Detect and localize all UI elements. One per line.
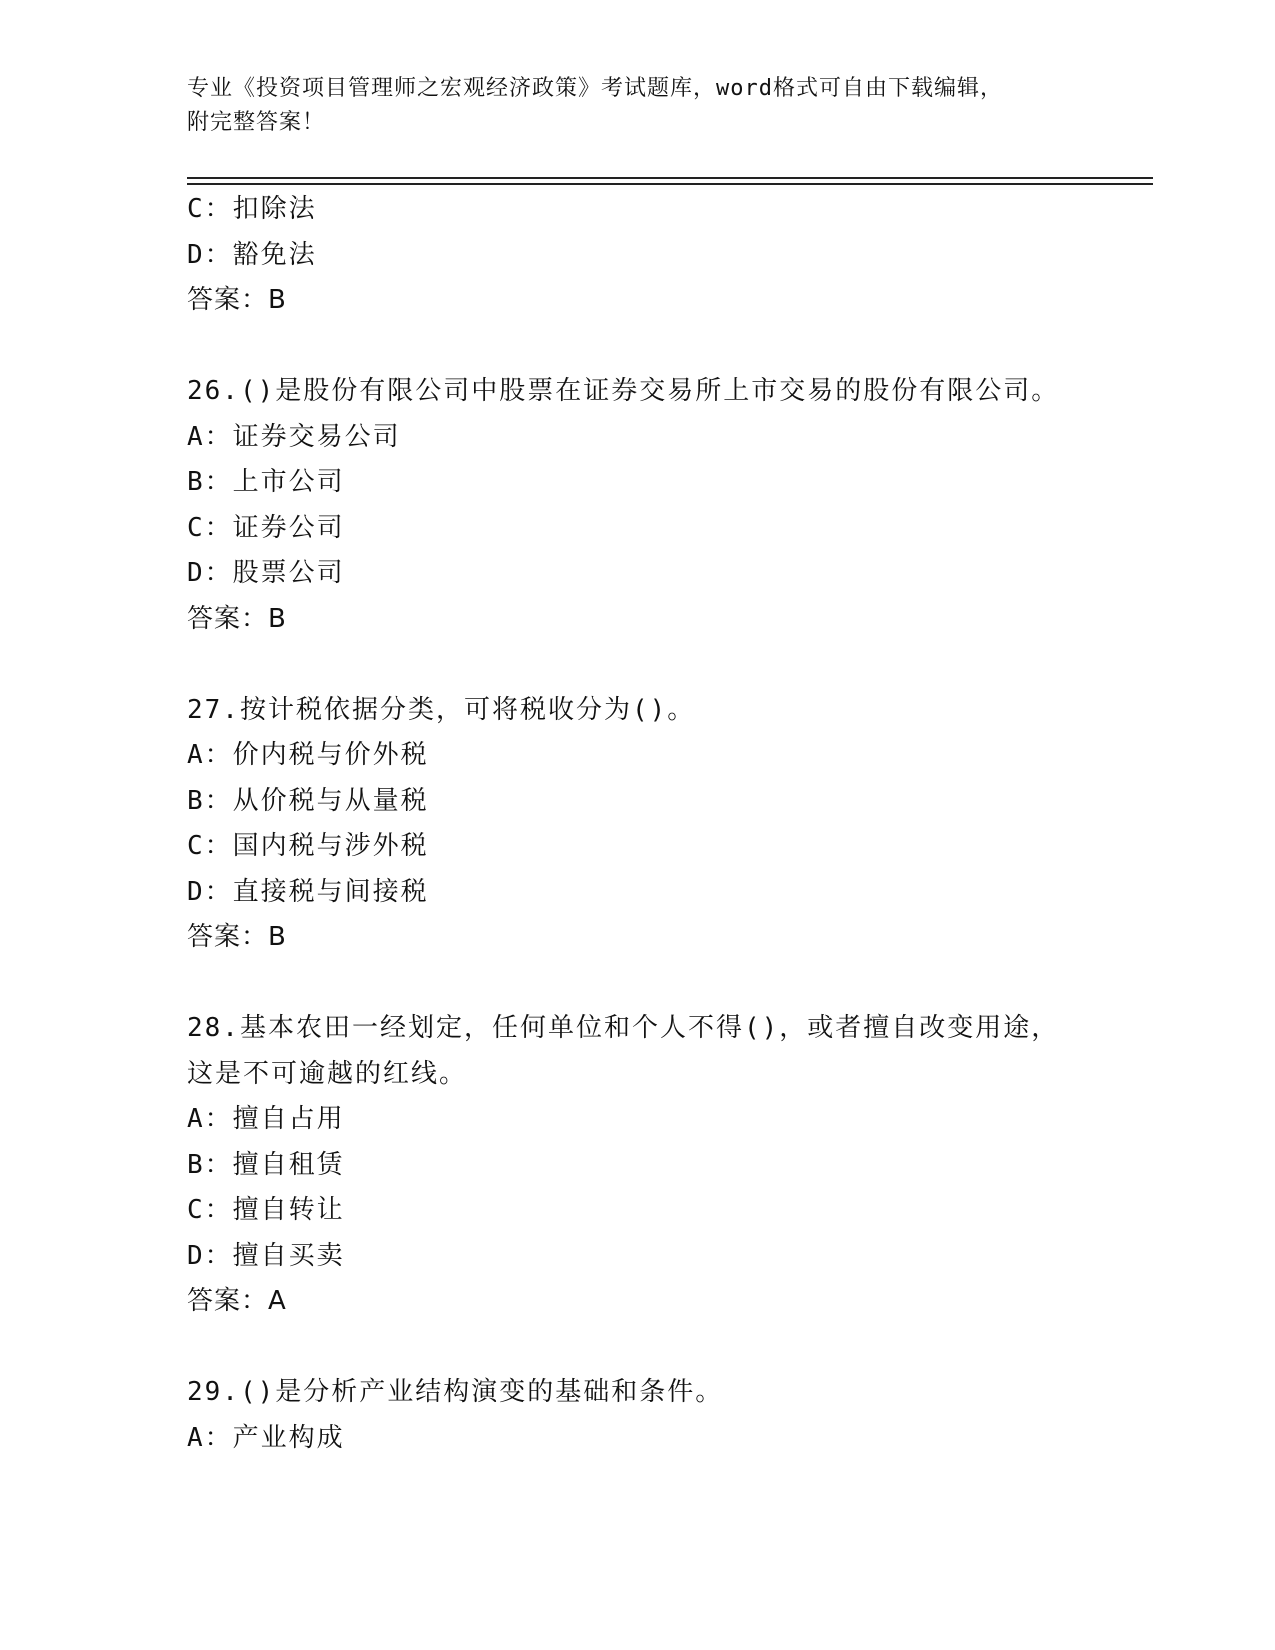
answer-line: 答案：B — [187, 922, 287, 952]
header-divider-top — [187, 177, 1153, 179]
option-c: C：国内税与涉外税 — [187, 831, 429, 861]
option-c: C：扣除法 — [187, 194, 317, 224]
option-d: D：豁免法 — [187, 239, 317, 270]
header-line-2: 附完整答案！ — [187, 110, 326, 135]
question-block-28 — [187, 1006, 1153, 1325]
option-b: B：从价税与从量税 — [187, 785, 429, 816]
question-stem-line-2: 这是不可逾越的红线。 — [187, 1058, 468, 1089]
header-line-1: 专业《投资项目管理师之宏观经济政策》考试题库，word格式可自由下载编辑， — [187, 76, 1003, 101]
question-stem: 26.()是股份有限公司中股票在证券交易所上市交易的股份有限公司。 — [187, 376, 1060, 406]
spacer — [187, 961, 1153, 1007]
question-stem-line-1: 28.基本农田一经划定，任何单位和个人不得()，或者擅自改变用途， — [187, 1013, 1060, 1043]
spacer — [187, 324, 1153, 370]
answer-line: 答案：B — [187, 285, 287, 315]
question-stem: 29.()是分析产业结构演变的基础和条件。 — [187, 1377, 724, 1407]
spacer — [187, 642, 1153, 688]
document-header — [187, 72, 1067, 140]
question-block-29 — [187, 1370, 1153, 1461]
option-b: B：上市公司 — [187, 467, 345, 497]
option-a: A：产业构成 — [187, 1422, 345, 1453]
option-d: D：直接税与间接税 — [187, 876, 429, 907]
spacer — [187, 1325, 1153, 1371]
option-a: A：价内税与价外税 — [187, 740, 429, 770]
option-a: A：证券交易公司 — [187, 421, 401, 452]
question-block-prev — [187, 187, 1153, 324]
option-d: D：股票公司 — [187, 558, 345, 588]
option-b: B：擅自租赁 — [187, 1149, 345, 1180]
header-divider-bottom — [187, 183, 1153, 185]
answer-line: 答案：B — [187, 603, 287, 634]
question-stem: 27.按计税依据分类，可将税收分为()。 — [187, 694, 696, 725]
answer-line: 答案：A — [187, 1286, 287, 1316]
question-block-26 — [187, 369, 1153, 642]
question-list — [187, 187, 1153, 1461]
option-d: D：擅自买卖 — [187, 1240, 345, 1271]
option-c: C：擅自转让 — [187, 1195, 345, 1225]
option-c: C：证券公司 — [187, 512, 345, 543]
option-a: A：擅自占用 — [187, 1104, 345, 1134]
question-block-27 — [187, 688, 1153, 961]
